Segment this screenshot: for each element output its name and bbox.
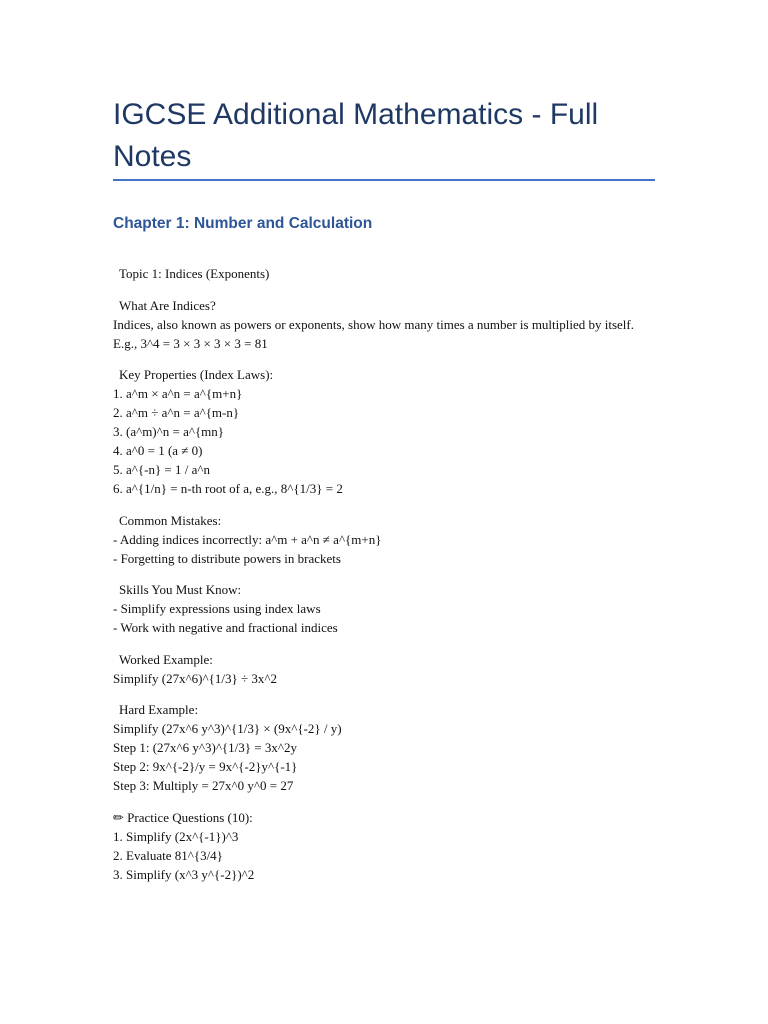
list-item: 3. (a^m)^n = a^{mn}	[113, 424, 225, 439]
list-item: - Simplify expressions using index laws	[113, 601, 321, 616]
section-heading: ✏ Practice Questions (10):	[113, 809, 253, 825]
section-heading: Hard Example:	[119, 702, 199, 717]
list-item: 4. a^0 = 1 (a ≠ 0)	[113, 443, 203, 458]
list-item: Simplify (27x^6 y^3)^{1/3} × (9x^{-2} / y)	[113, 721, 342, 736]
definition-text: Indices, also known as powers or exponents, show how many times a number is multiplied by itself.	[113, 316, 635, 332]
list-item: Step 3: Multiply = 27x^0 y^0 = 27	[113, 778, 294, 793]
example-text: E.g., 3^4 = 3 × 3 × 3 × 3 = 81	[113, 335, 268, 351]
worked-example-section	[113, 650, 655, 688]
list-item: - Work with negative and fractional indices	[113, 620, 338, 635]
chapter-heading: Chapter 1: Number and Calculation	[113, 215, 373, 232]
list-item: 6. a^{1/n} = n-th root of a, e.g., 8^{1/3} = 2	[113, 481, 343, 496]
title-underline-rule	[113, 179, 655, 181]
what-are-indices-section	[113, 296, 655, 353]
index-laws-section	[113, 365, 655, 498]
skills-section	[113, 580, 655, 637]
section-heading: What Are Indices?	[119, 297, 216, 313]
list-item: Step 2: 9x^{-2}/y = 9x^{-2}y^{-1}	[113, 759, 298, 774]
list-item: 2. a^m ÷ a^n = a^{m-n}	[113, 405, 240, 420]
common-mistakes-section	[113, 511, 655, 568]
list-item: 2. Evaluate 81^{3/4}	[113, 847, 223, 863]
topic-section	[113, 264, 655, 283]
list-item: Simplify (27x^6)^{1/3} ÷ 3x^2	[113, 670, 277, 686]
list-item: - Adding indices incorrectly: a^m + a^n ≠ a^{m+n}	[113, 531, 382, 547]
practice-questions-section	[113, 808, 655, 884]
document-title: IGCSE Additional Mathematics - Full Notes	[113, 98, 599, 173]
list-item: 3. Simplify (x^3 y^{-2})^2	[113, 866, 255, 882]
list-item: 1. a^m × a^n = a^{m+n}	[113, 386, 243, 401]
hard-example-section	[113, 700, 655, 795]
list-item: 5. a^{-n} = 1 / a^n	[113, 462, 210, 477]
section-heading: Common Mistakes:	[119, 512, 222, 528]
list-item: - Forgetting to distribute powers in brackets	[113, 550, 341, 566]
list-item: Step 1: (27x^6 y^3)^{1/3} = 3x^2y	[113, 740, 297, 755]
section-heading: Key Properties (Index Laws):	[119, 367, 274, 382]
section-heading: Skills You Must Know:	[119, 582, 242, 597]
section-heading: Worked Example:	[119, 651, 213, 667]
list-item: 1. Simplify (2x^{-1})^3	[113, 828, 239, 844]
topic-heading: Topic 1: Indices (Exponents)	[119, 266, 270, 281]
document-body	[113, 264, 655, 896]
